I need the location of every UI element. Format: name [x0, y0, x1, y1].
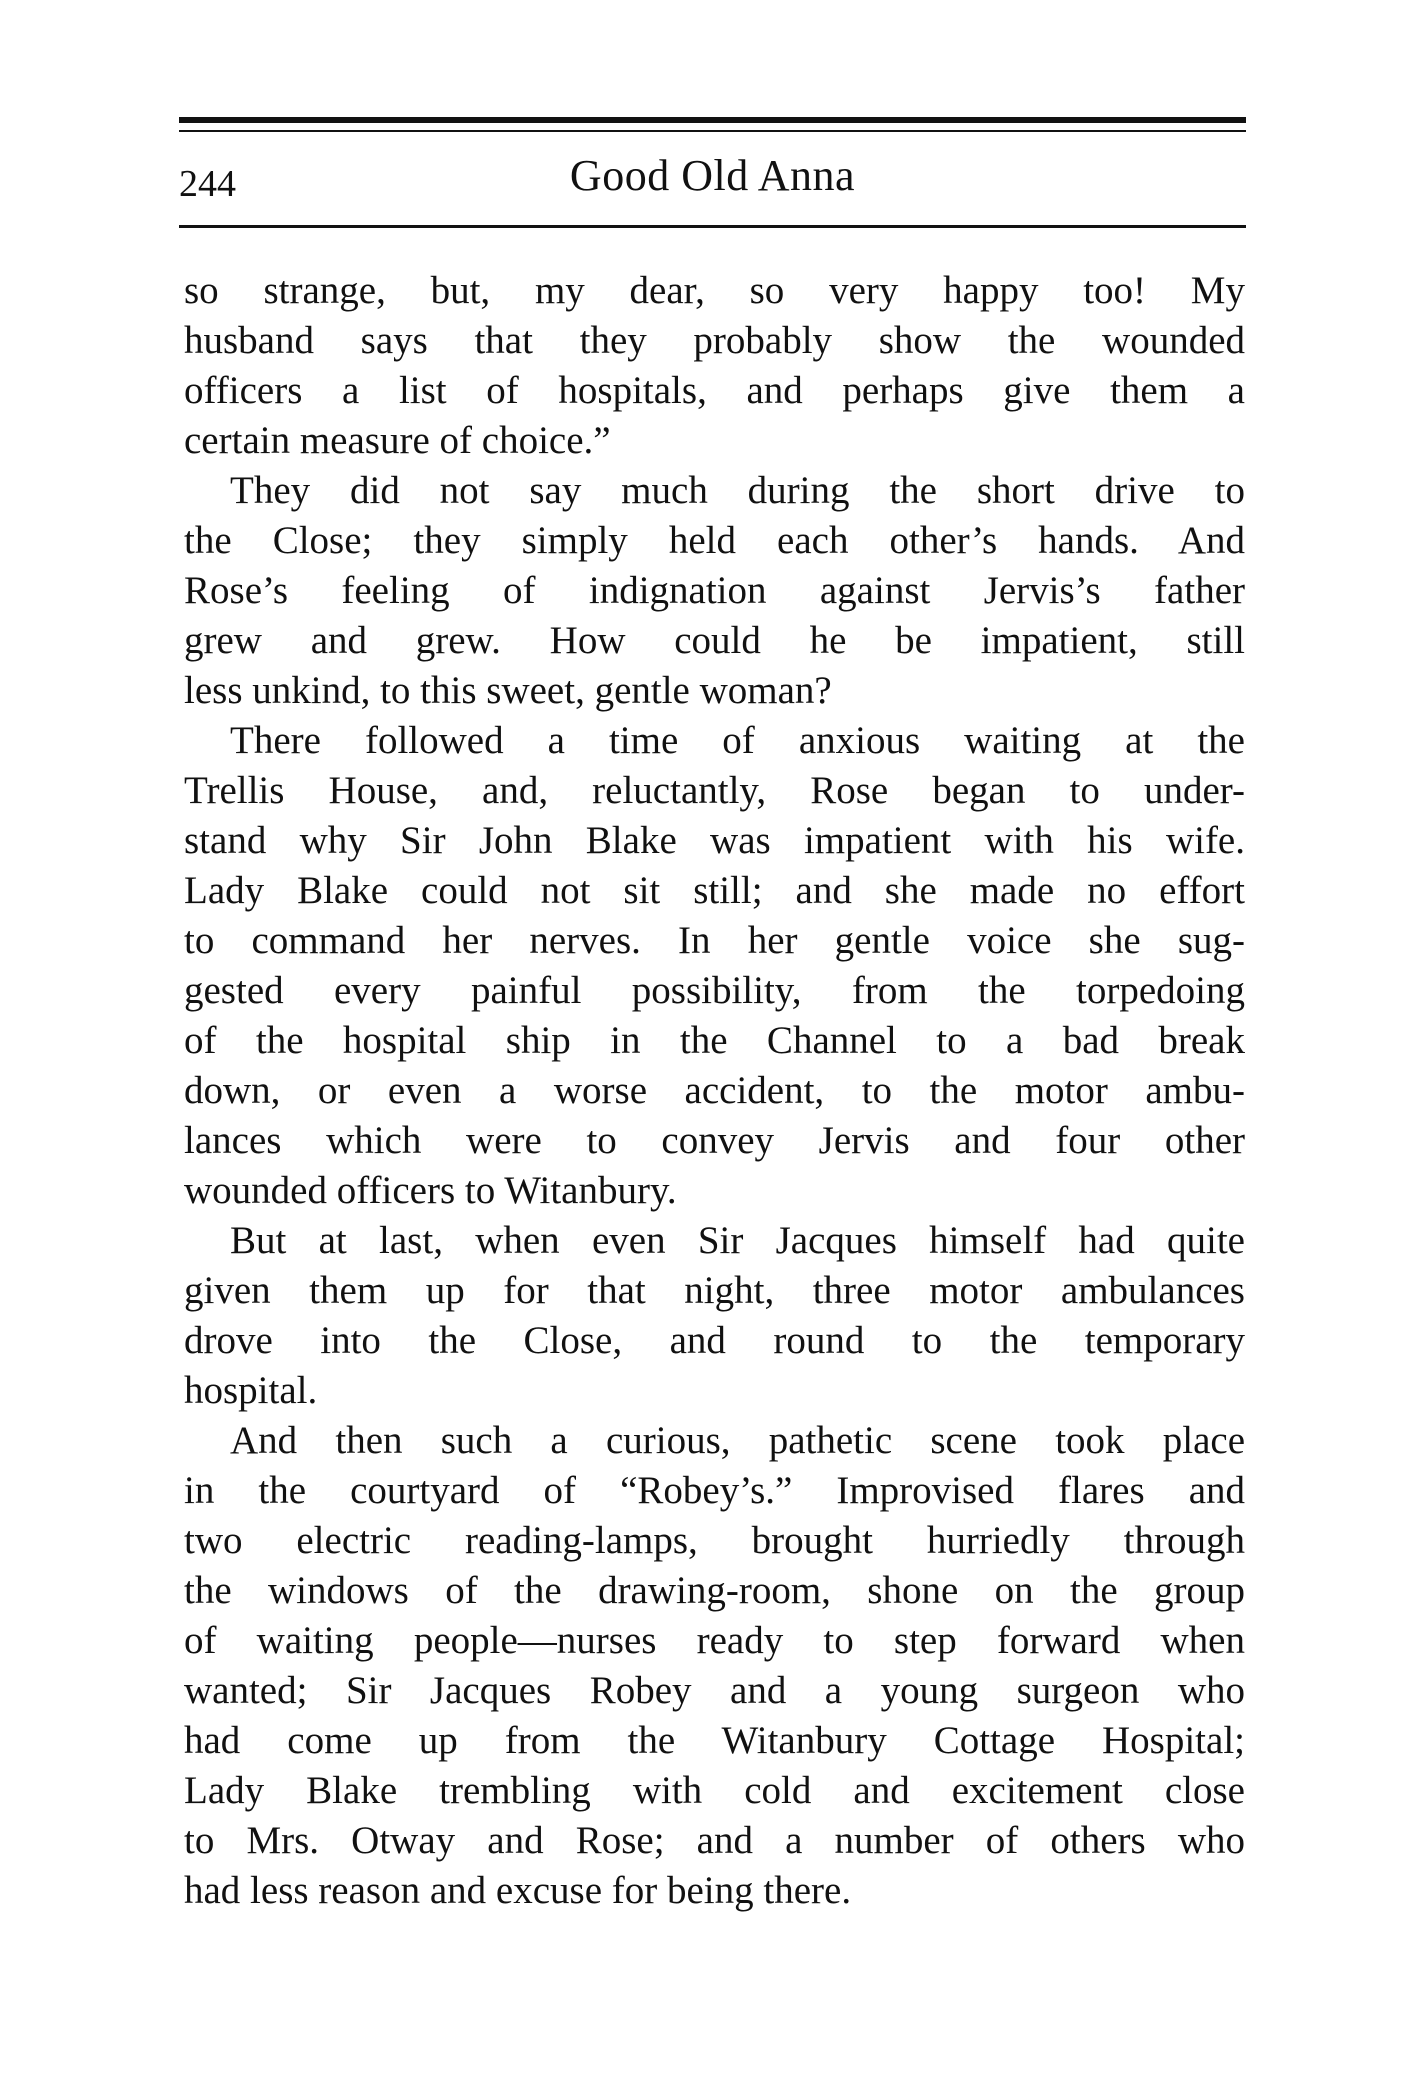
- text-line: Trellis House, and, reluctantly, Rose began to under-: [184, 769, 1245, 812]
- text-line: Rose’s feeling of indignation against Jervis’s father: [184, 569, 1245, 612]
- paragraph: [184, 716, 1245, 1216]
- text-line: lances which were to convey Jervis and four other: [184, 1119, 1245, 1162]
- text-line: drove into the Close, and round to the temporary: [184, 1319, 1245, 1362]
- page-header: [179, 150, 1246, 206]
- text-line: They did not say much during the short drive to: [230, 469, 1245, 512]
- text-line: stand why Sir John Blake was impatient with his wife.: [184, 819, 1245, 862]
- text-line: down, or even a worse accident, to the motor ambu-: [184, 1069, 1245, 1112]
- text-line: the windows of the drawing-room, shone on the group: [184, 1569, 1245, 1612]
- page-number: 244: [179, 163, 236, 205]
- text-line: Lady Blake could not sit still; and she made no effort: [184, 869, 1245, 912]
- header-rule-thick: [179, 117, 1246, 123]
- paragraph: [184, 1216, 1245, 1416]
- text-line: so strange, but, my dear, so very happy too! My: [184, 269, 1245, 312]
- text-line: certain measure of choice.”: [184, 419, 611, 462]
- text-line: gested every painful possibility, from the torpedoing: [184, 969, 1245, 1012]
- running-title: Good Old Anna: [569, 151, 856, 200]
- text-line: officers a list of hospitals, and perhaps give them a: [184, 369, 1245, 412]
- text-line: had come up from the Witanbury Cottage Hospital;: [184, 1719, 1245, 1762]
- header-rule-thin: [179, 130, 1246, 132]
- text-line: wounded officers to Witanbury.: [184, 1169, 677, 1212]
- text-line: Lady Blake trembling with cold and excitement close: [184, 1769, 1245, 1812]
- text-line: There followed a time of anxious waiting at the: [230, 719, 1245, 762]
- text-line: But at last, when even Sir Jacques himself had quite: [230, 1219, 1245, 1262]
- text-line: hospital.: [184, 1369, 318, 1412]
- text-line: two electric reading-lamps, brought hurriedly through: [184, 1519, 1245, 1562]
- text-line: the Close; they simply held each other’s hands. And: [184, 519, 1245, 562]
- text-line: wanted; Sir Jacques Robey and a young surgeon who: [184, 1669, 1245, 1712]
- text-line: to Mrs. Otway and Rose; and a number of others who: [184, 1819, 1245, 1862]
- body-text: [184, 266, 1245, 1916]
- paragraph: [184, 266, 1245, 466]
- text-line: of waiting people—nurses ready to step forward when: [184, 1619, 1245, 1662]
- text-line: And then such a curious, pathetic scene took place: [230, 1419, 1245, 1462]
- text-line: had less reason and excuse for being there.: [184, 1869, 852, 1912]
- paragraph: [184, 466, 1245, 716]
- text-line: less unkind, to this sweet, gentle woman?: [184, 669, 832, 712]
- text-line: given them up for that night, three motor ambulances: [184, 1269, 1245, 1312]
- text-line: to command her nerves. In her gentle voice she sug-: [184, 919, 1245, 962]
- header-rule-bottom: [179, 225, 1246, 228]
- paragraph: [184, 1416, 1245, 1916]
- text-line: in the courtyard of “Robey’s.” Improvised flares and: [184, 1469, 1245, 1512]
- text-line: husband says that they probably show the wounded: [184, 319, 1245, 362]
- text-line: grew and grew. How could he be impatient, still: [184, 619, 1245, 662]
- text-line: of the hospital ship in the Channel to a bad break: [184, 1019, 1245, 1062]
